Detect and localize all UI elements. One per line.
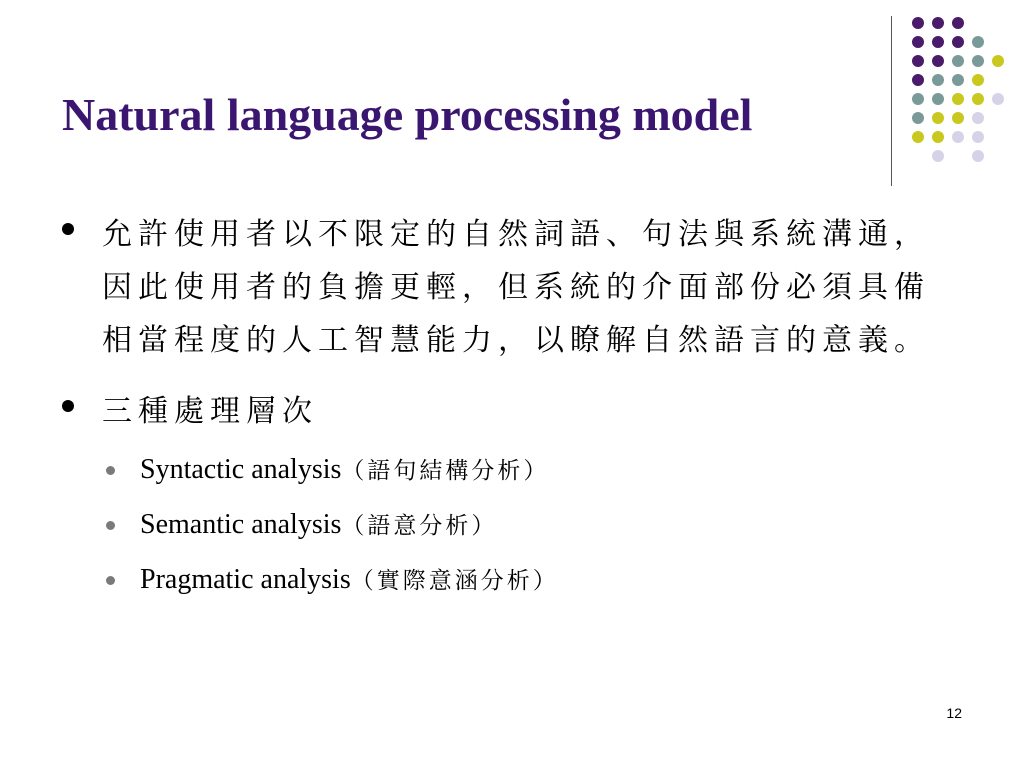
slide-body	[62, 208, 962, 607]
decorative-dot	[932, 74, 944, 86]
decorative-dot	[952, 93, 964, 105]
decorative-dot	[932, 93, 944, 105]
page-number: 12	[946, 705, 962, 721]
bullet-dot-icon	[62, 400, 74, 412]
sub-bullet-english: Semantic analysis	[140, 509, 342, 540]
decorative-dot	[932, 112, 944, 124]
sub-bullet-dot-icon	[106, 521, 115, 530]
decorative-dot	[972, 150, 984, 162]
sub-bullet-chinese: （語句結構分析）	[341, 458, 550, 484]
decorative-dot	[932, 36, 944, 48]
decorative-dot	[972, 112, 984, 124]
sub-bullet-chinese: （語意分析）	[341, 513, 498, 539]
decorative-dot	[912, 17, 924, 29]
decorative-dot	[912, 131, 924, 143]
bullet-text: 允許使用者以不限定的自然詞語、句法與系統溝通，因此使用者的負擔更輕，但系統的介面部份必須具備相當程度的人工智慧能力，以瞭解自然語言的意義。	[102, 217, 930, 358]
sub-bullet-dot-icon	[106, 466, 115, 475]
decorative-dot	[972, 74, 984, 86]
decorative-dot	[952, 74, 964, 86]
decorative-dot	[932, 17, 944, 29]
decorative-dot	[992, 55, 1004, 67]
decorative-dot	[972, 93, 984, 105]
decorative-dot	[952, 131, 964, 143]
decorative-dot	[932, 150, 944, 162]
decorative-dot	[932, 131, 944, 143]
decorative-dot	[992, 93, 1004, 105]
bullet-dot-icon	[62, 223, 74, 235]
decorative-dot	[912, 36, 924, 48]
sub-bullet-dot-icon	[106, 576, 115, 585]
decorative-dot	[952, 17, 964, 29]
decorative-dot	[972, 36, 984, 48]
decorative-dot	[912, 74, 924, 86]
decorative-dot	[952, 36, 964, 48]
bullet-item	[62, 385, 962, 438]
bullet-text: 三種處理層次	[102, 394, 318, 429]
title-divider-line	[891, 16, 892, 186]
decorative-dot	[952, 112, 964, 124]
sub-bullet-item	[62, 497, 962, 552]
bullet-item	[62, 208, 962, 367]
sub-bullet-english: Syntactic analysis	[140, 454, 342, 485]
slide-title: Natural language processing model	[62, 89, 753, 140]
decorative-dot	[932, 55, 944, 67]
sub-bullet-english: Pragmatic analysis	[140, 564, 351, 595]
decorative-dot	[912, 93, 924, 105]
decorative-dot	[972, 55, 984, 67]
decorative-dot	[952, 55, 964, 67]
decorative-dot	[912, 55, 924, 67]
sub-bullet-item	[62, 552, 962, 607]
sub-bullet-item	[62, 442, 962, 497]
decorative-dot	[912, 112, 924, 124]
sub-bullet-chinese: （實際意涵分析）	[350, 568, 559, 594]
decorative-dot	[972, 131, 984, 143]
